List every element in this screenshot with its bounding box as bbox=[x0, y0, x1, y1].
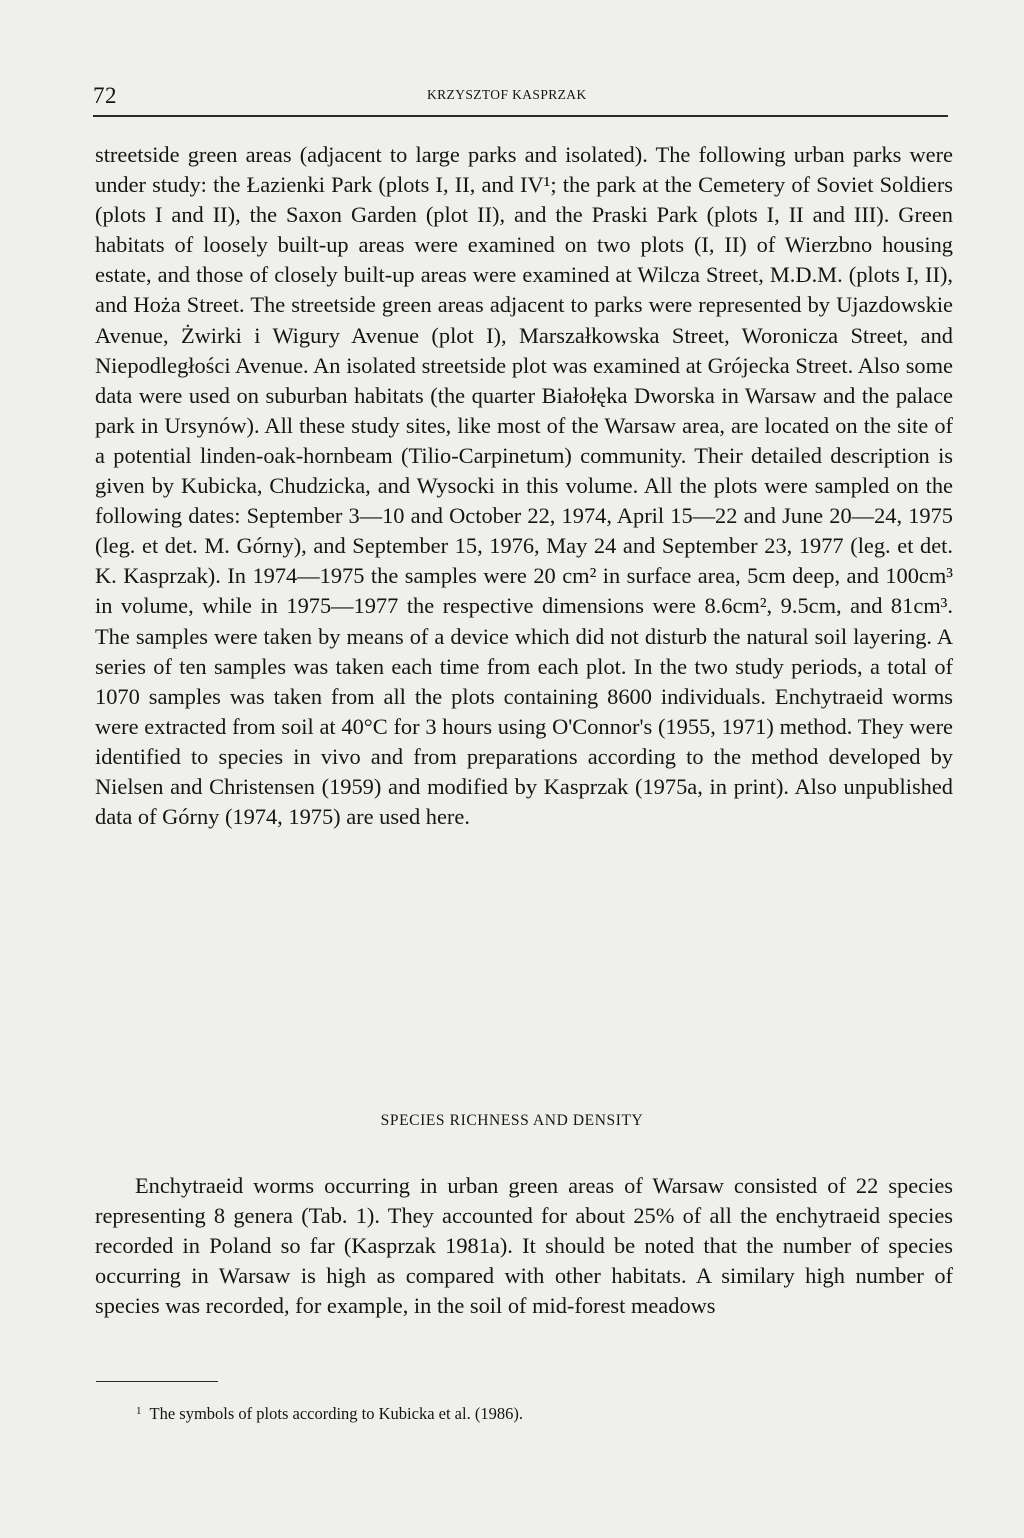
running-head: KRZYSZTOF KASPRZAK bbox=[427, 87, 587, 102]
section-heading: SPECIES RICHNESS AND DENSITY bbox=[380, 1112, 644, 1129]
header-rule bbox=[93, 115, 948, 117]
footnote bbox=[136, 1404, 523, 1424]
footnote-text: The symbols of plots according to Kubicka et al. (1986). bbox=[149, 1404, 523, 1423]
page-number: 72 bbox=[93, 83, 117, 108]
body-paragraph-1: streetside green areas (adjacent to large parks and isolated). The following urban parks were under study: the Łazienki Park (plots I, II, and IV¹; the park at the Cemetery of Soviet Soldiers (plots I and II), the Saxon Garden (plot II), and the Praski Park (plots I, II and III). Green habitats of loosely built-up areas were examined on two plots (I, II) of Wierzbno housing estate, and those of closely built-up areas were examined at Wilcza Street, M.D.M. (plots I, II), and Hoża Street. The streetside green areas adjacent to parks were represented by Ujazdowskie Avenue, Żwirki i Wigury Avenue (plot I), Marszałkowska Street, Woronicza Street, and Niepodległości Avenue. An isolated streetside plot was examined at Grójecka Street. Also some data were used on suburban habitats (the quarter Białołęka Dworska in Warsaw and the palace park in Ursynów). All these study sites, like most of the Warsaw area, are located on the site of a potential linden-oak-hornbeam (Tilio-Carpinetum) community. Their detailed description is given by Kubicka, Chudzicka, and Wysocki in this volume. All the plots were sampled on the following dates: September 3—10 and October 22, 1974, April 15—22 and June 20—24, 1975 (leg. et det. M. Górny), and September 15, 1976, May 24 and September 23, 1977 (leg. et det. K. Kasprzak). In 1974—1975 the samples were 20 cm² in surface area, 5cm deep, and 100cm³ in volume, while in 1975—1977 the respective dimensions were 8.6cm², 9.5cm, and 81cm³. The samples were taken by means of a device which did not disturb the natural soil layering. A series of ten samples was taken each time from each plot. In the two study periods, a total of 1070 samples was taken from all the plots containing 8600 individuals. Enchytraeid worms were extracted from soil at 40°C for 3 hours using O'Connor's (1955, 1971) method. They were identified to species in vivo and from preparations according to the method developed by Nielsen and Christensen (1959) and modified by Kasprzak (1975a, in print). Also unpublished data of Górny (1974, 1975) are used here. bbox=[95, 142, 953, 830]
footnote-rule bbox=[96, 1381, 218, 1382]
section-paragraph: Enchytraeid worms occurring in urban green areas of Warsaw consisted of 22 species representing 8 genera (Tab. 1). They accounted for about 25% of all the enchytraeid species recorded in Poland so far (Kasprzak 1981a). It should be noted that the number of species occurring in Warsaw is high as compared with other habitats. A similary high number of species was recorded, for example, in the soil of mid-forest meadows bbox=[95, 1173, 953, 1319]
page-header bbox=[93, 83, 953, 113]
footnote-mark: 1 bbox=[136, 1405, 142, 1417]
